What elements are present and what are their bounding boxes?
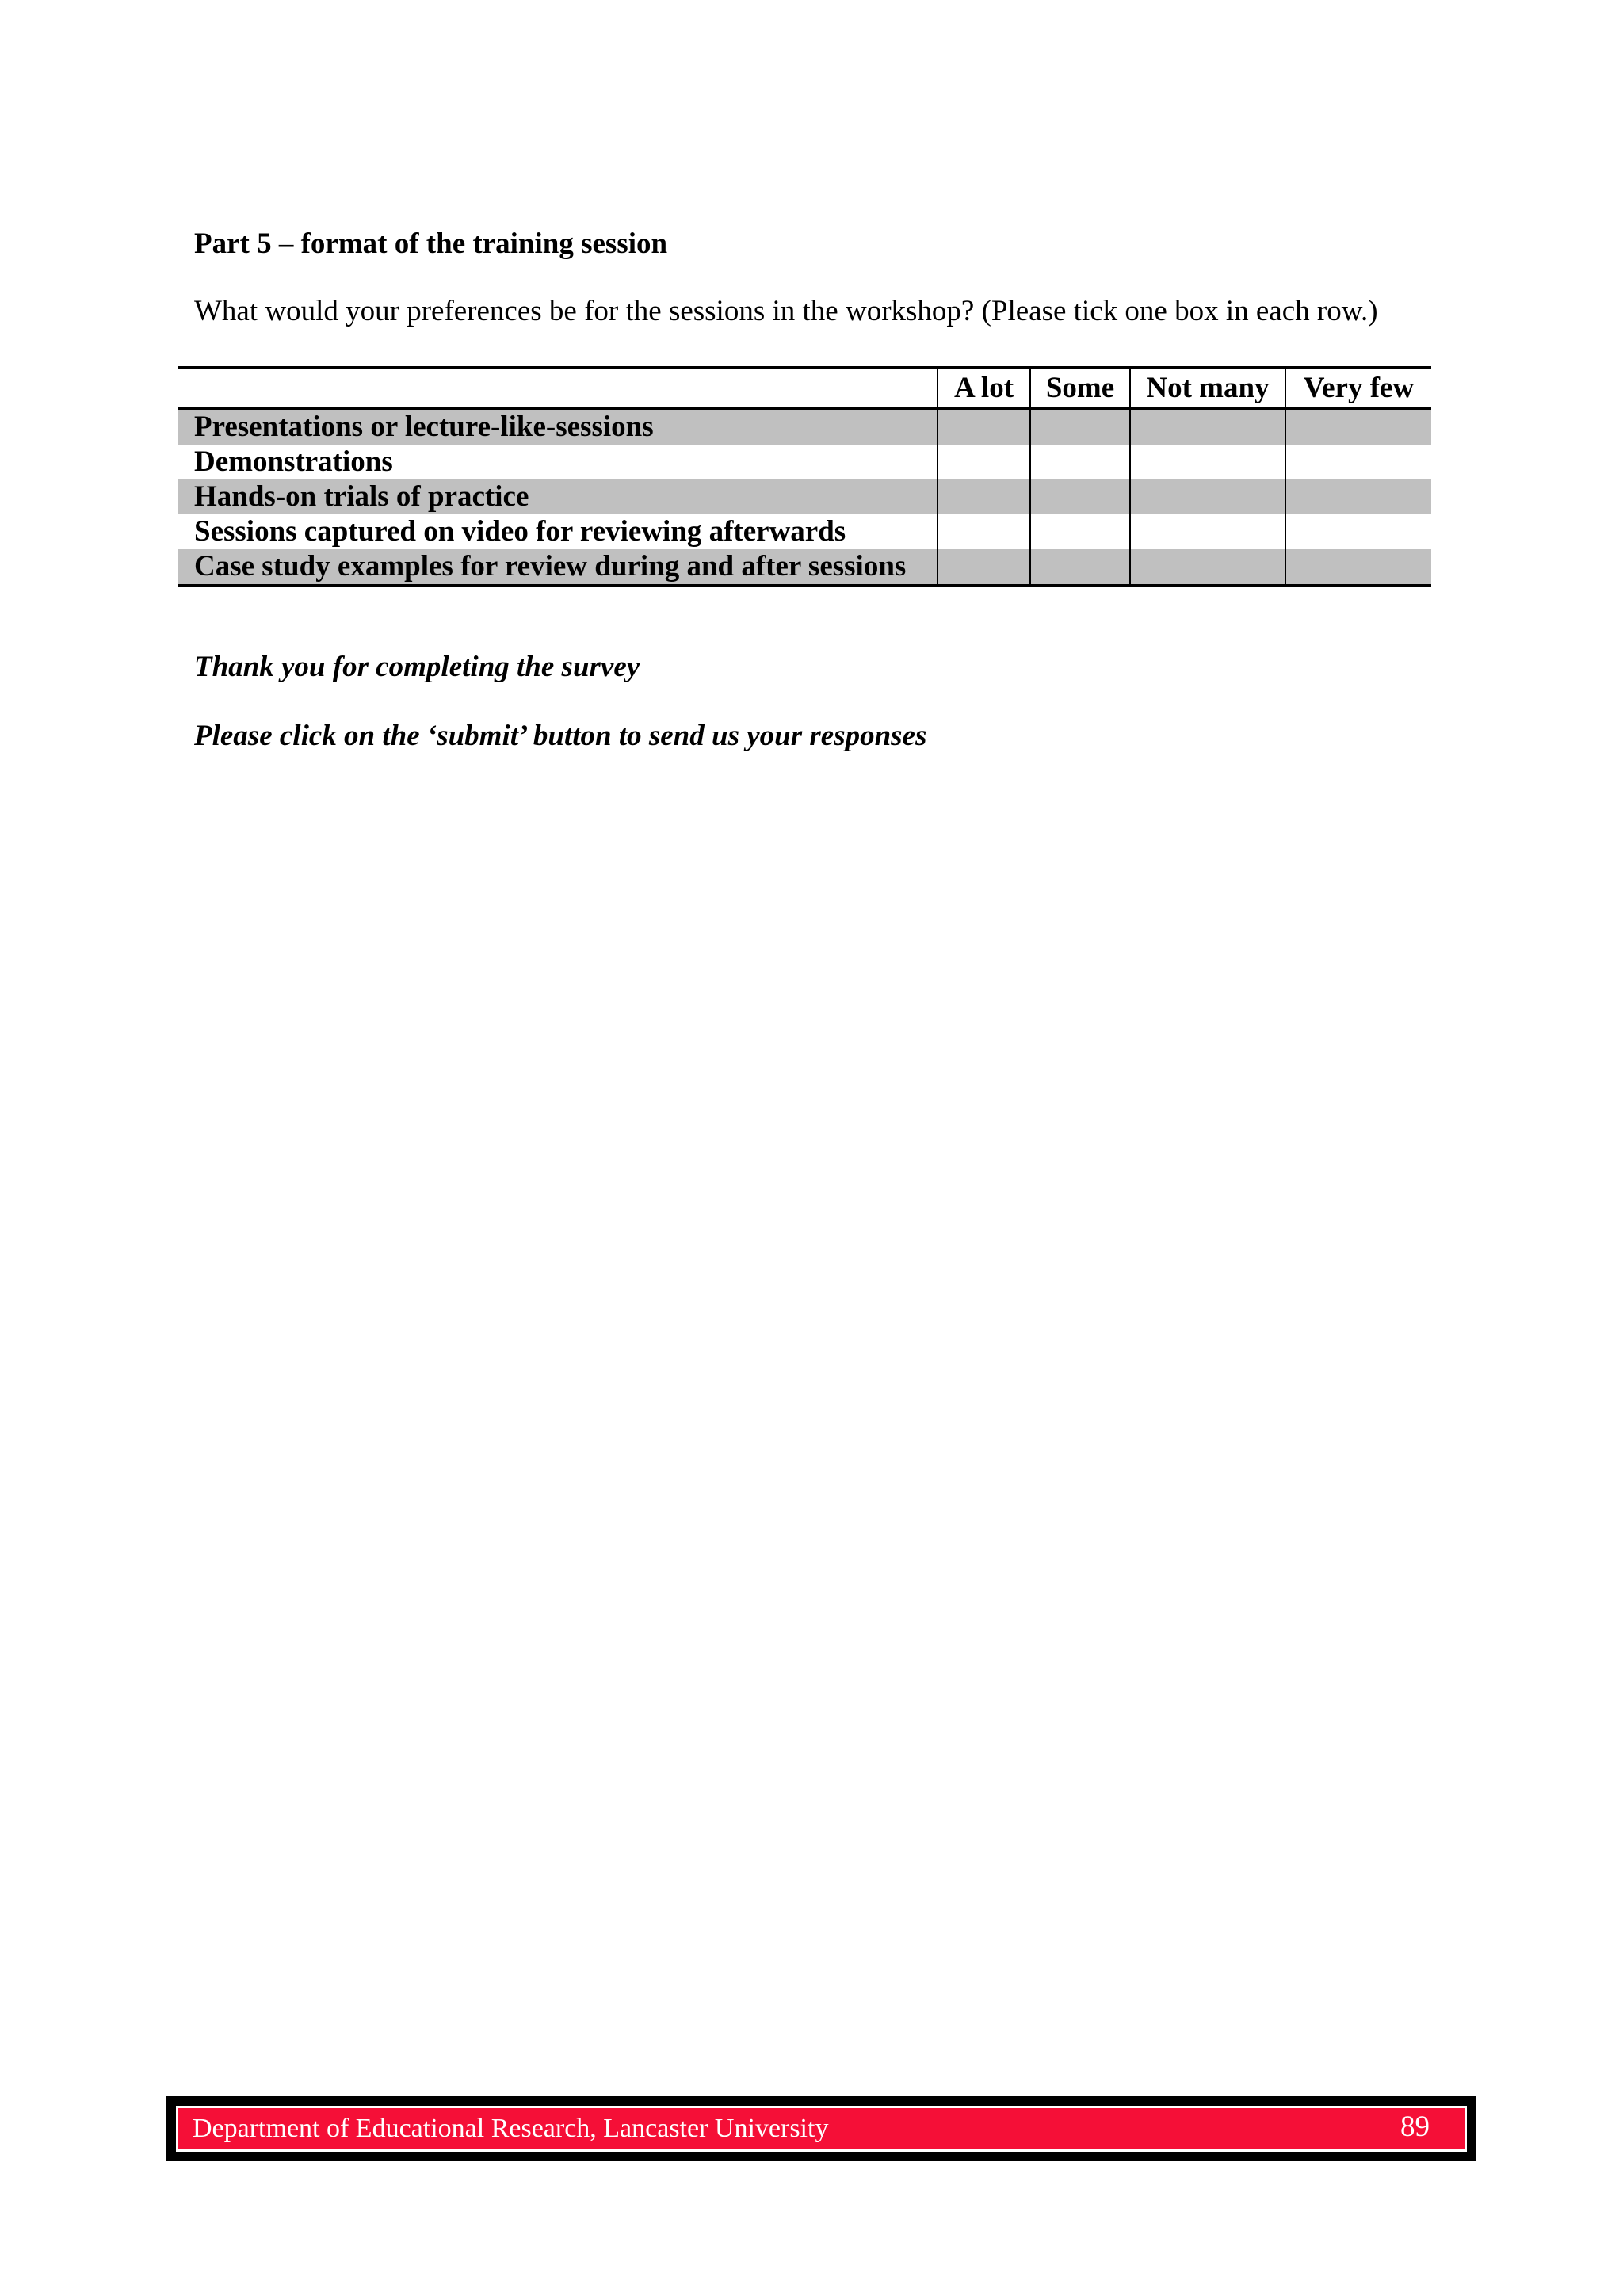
table-row <box>178 479 1431 514</box>
row-label-hands-on-trials: Hands-on trials of practice <box>178 479 938 514</box>
survey-question: What would your preferences be for the sessions in the workshop? (Please tick one box in each row.) <box>194 295 1378 327</box>
tick-box-very-few[interactable] <box>1285 514 1431 549</box>
tick-box-not-many[interactable] <box>1130 549 1285 586</box>
tick-box-not-many[interactable] <box>1130 445 1285 479</box>
tick-box-not-many[interactable] <box>1130 479 1285 514</box>
column-header-not-many: Not many <box>1130 368 1285 409</box>
table-header-row <box>178 368 1431 409</box>
tick-box-some[interactable] <box>1030 445 1130 479</box>
tick-box-a-lot[interactable] <box>938 445 1030 479</box>
table-row <box>178 514 1431 549</box>
table-row <box>178 409 1431 445</box>
row-label-case-studies: Case study examples for review during and after sessions <box>178 549 938 586</box>
tick-box-a-lot[interactable] <box>938 409 1030 445</box>
tick-box-very-few[interactable] <box>1285 479 1431 514</box>
tick-box-very-few[interactable] <box>1285 549 1431 586</box>
tick-box-very-few[interactable] <box>1285 409 1431 445</box>
row-label-presentations: Presentations or lecture-like-sessions <box>178 409 938 445</box>
tick-box-very-few[interactable] <box>1285 445 1431 479</box>
table-row <box>178 549 1431 586</box>
tick-box-not-many[interactable] <box>1130 409 1285 445</box>
footer-department: Department of Educational Research, Lancaster University <box>193 2114 829 2143</box>
thank-you-message: Thank you for completing the survey <box>194 651 640 683</box>
page-footer <box>166 2096 1476 2161</box>
tick-box-a-lot[interactable] <box>938 479 1030 514</box>
section-heading: Part 5 – format of the training session <box>194 227 668 260</box>
column-header-a-lot: A lot <box>938 368 1030 409</box>
tick-box-a-lot[interactable] <box>938 549 1030 586</box>
row-label-demonstrations: Demonstrations <box>194 445 393 478</box>
tick-box-not-many[interactable] <box>1130 514 1285 549</box>
preference-table <box>178 366 1431 587</box>
tick-box-some[interactable] <box>1030 514 1130 549</box>
tick-box-some[interactable] <box>1030 479 1130 514</box>
table-row <box>178 445 1431 479</box>
tick-box-a-lot[interactable] <box>938 514 1030 549</box>
table-header-blank <box>178 368 938 409</box>
tick-box-some[interactable] <box>1030 409 1130 445</box>
column-header-very-few: Very few <box>1285 368 1431 409</box>
column-header-some: Some <box>1030 368 1130 409</box>
tick-box-some[interactable] <box>1030 549 1130 586</box>
page-number: 89 <box>1400 2111 1430 2143</box>
row-label-video-sessions: Sessions captured on video for reviewing afterwards <box>194 515 846 548</box>
footer-band <box>176 2106 1467 2152</box>
submit-instruction: Please click on the ‘submit’ button to send us your responses <box>194 720 927 752</box>
